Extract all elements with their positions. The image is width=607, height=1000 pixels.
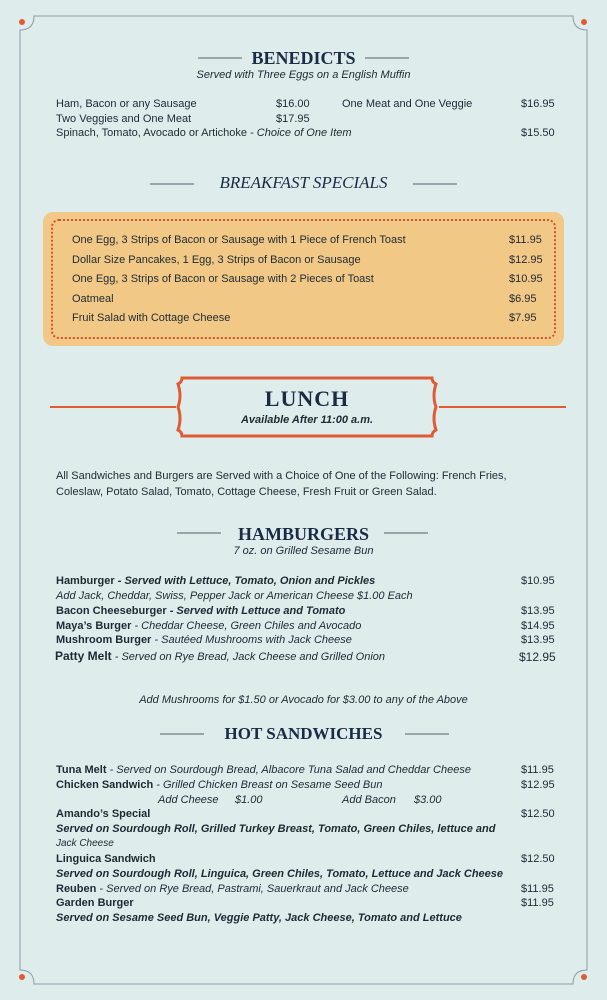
menu-item — [56, 605, 345, 617]
menu-item-price: $10.95 — [509, 273, 543, 285]
lunch-note: All Sandwiches and Burgers are Served with a Choice of One of the Following: French Fries, — [56, 470, 507, 482]
menu-item-name: Ham, Bacon or any Sausage — [56, 98, 197, 110]
menu-item-price: $12.95 — [519, 650, 556, 664]
lunch-note: Coleslaw, Potato Salad, Tomato, Cottage Cheese, Fresh Fruit or Green Salad. — [56, 486, 437, 498]
menu-item-name: Fruit Salad with Cottage Cheese — [72, 312, 231, 324]
menu-item-price: $12.50 — [521, 853, 555, 865]
menu-item-name: Tuna Melt — [56, 764, 107, 776]
menu-item-price: $12.50 — [521, 808, 555, 820]
hamburgers-addon: Add Mushrooms for $1.50 or Avocado for $3.00 to any of the Above — [139, 694, 468, 706]
menu-item-extra: Add Jack, Cheddar, Swiss, Pepper Jack or American Cheese $1.00 Each — [56, 590, 413, 602]
menu-item — [56, 620, 361, 632]
menu-item-name: Maya’s Burger — [56, 620, 132, 632]
benedicts-subtitle: Served with Three Eggs on a English Muffin — [196, 69, 411, 81]
menu-item-name: One Meat and One Veggie — [342, 98, 473, 110]
menu-item-price: $17.95 — [276, 113, 310, 125]
menu-item-price: $11.95 — [509, 234, 542, 246]
menu-item — [56, 764, 471, 776]
menu-item-name: Amando’s Special — [56, 808, 151, 820]
menu-item-price: $10.95 — [521, 575, 555, 587]
lunch-rule-right — [439, 406, 566, 408]
menu-item-name: Dollar Size Pancakes, 1 Egg, 3 Strips of Bacon or Sausage — [72, 254, 361, 266]
menu-item-price: $13.95 — [521, 634, 555, 646]
menu-item-desc: Jack Cheese — [56, 838, 114, 849]
menu-item-name: Mushroom Burger — [56, 634, 152, 646]
menu-item-price: $14.95 — [521, 620, 555, 632]
menu-item — [56, 575, 375, 587]
menu-item-name: One Egg, 3 Strips of Bacon or Sausage with 2 Pieces of Toast — [72, 273, 374, 285]
menu-item-desc: - Served with Lettuce and Tomato — [166, 605, 346, 617]
menu-item-price: $16.95 — [521, 98, 555, 110]
menu-item — [56, 883, 409, 895]
menu-item-price: $11.95 — [521, 764, 554, 776]
menu-item-desc: - Served with Lettuce, Tomato, Onion and Pickles — [114, 575, 376, 587]
menu-item-name: Hamburger — [56, 575, 115, 587]
menu-item-desc: Served on Sesame Seed Bun, Veggie Patty, Jack Cheese, Tomato and Lettuce — [56, 912, 462, 924]
menu-item — [56, 634, 352, 646]
menu-item-price: $11.95 — [521, 883, 554, 895]
menu-item-name: Spinach, Tomato, Avocado or Artichoke — [56, 127, 247, 139]
menu-item-name: Patty Melt — [55, 649, 112, 663]
menu-item-desc: - Choice of One Item — [247, 127, 352, 139]
menu-item-name: Linguica Sandwich — [56, 853, 156, 865]
benedicts-title: BENEDICTS — [251, 48, 356, 68]
menu-item-name: Chicken Sandwich — [56, 779, 154, 791]
menu-item-price: $11.95 — [521, 897, 554, 909]
menu-item-name: Oatmeal — [72, 293, 114, 305]
menu-item-desc: - Cheddar Cheese, Green Chiles and Avocado — [131, 620, 362, 632]
hamburgers-subtitle: 7 oz. on Grilled Sesame Bun — [233, 545, 374, 557]
menu-item-price: $16.00 — [276, 98, 310, 110]
menu-item-price: $13.95 — [521, 605, 555, 617]
menu-item-desc: Served on Sourdough Roll, Linguica, Green Chiles, Tomato, Lettuce and Jack Cheese — [56, 868, 504, 880]
lunch-rule-left — [50, 406, 176, 408]
add-cheese-label: Add Cheese — [158, 794, 219, 806]
menu-item-desc: Served on Sourdough Roll, Grilled Turkey Breast, Tomato, Green Chiles, lettuce and — [56, 823, 496, 835]
menu-item-name: Garden Burger — [56, 897, 134, 909]
menu-item-desc: - Served on Sourdough Bread, Albacore Tuna Salad and Cheddar Cheese — [106, 764, 471, 776]
add-cheese-price: $1.00 — [235, 794, 263, 806]
menu-item-price: $15.50 — [521, 127, 555, 139]
menu-item-price: $12.95 — [521, 779, 555, 791]
menu-item-price: $6.95 — [509, 293, 537, 305]
add-bacon-label: Add Bacon — [342, 794, 396, 806]
add-bacon-price: $3.00 — [414, 794, 442, 806]
specials-title: BREAKFAST SPECIALS — [219, 173, 388, 192]
menu-item-price: $12.95 — [509, 254, 543, 266]
menu-item-name: Bacon Cheeseburger — [56, 605, 167, 617]
menu-item — [56, 779, 382, 791]
menu-item-desc: - Served on Rye Bread, Pastrami, Sauerkraut and Jack Cheese — [96, 883, 409, 895]
menu-item-desc: - Served on Rye Bread, Jack Cheese and Grilled Onion — [111, 651, 385, 663]
hot-sandwiches-title: HOT SANDWICHES — [224, 724, 383, 743]
menu-item-desc: - Grilled Chicken Breast on Sesame Seed Bun — [153, 779, 383, 791]
menu-item-name: One Egg, 3 Strips of Bacon or Sausage with 1 Piece of French Toast — [72, 234, 406, 246]
menu-item-name: Reuben — [56, 883, 97, 895]
menu-item-price: $7.95 — [509, 312, 537, 324]
lunch-title: LUNCH — [264, 386, 350, 411]
menu-item — [55, 649, 385, 663]
menu-item — [56, 127, 352, 139]
hamburgers-title: HAMBURGERS — [237, 524, 369, 544]
menu-item-desc: - Sautéed Mushrooms with Jack Cheese — [151, 634, 352, 646]
lunch-subtitle: Available After 11:00 a.m. — [240, 414, 374, 426]
menu-item-name: Two Veggies and One Meat — [56, 113, 192, 125]
